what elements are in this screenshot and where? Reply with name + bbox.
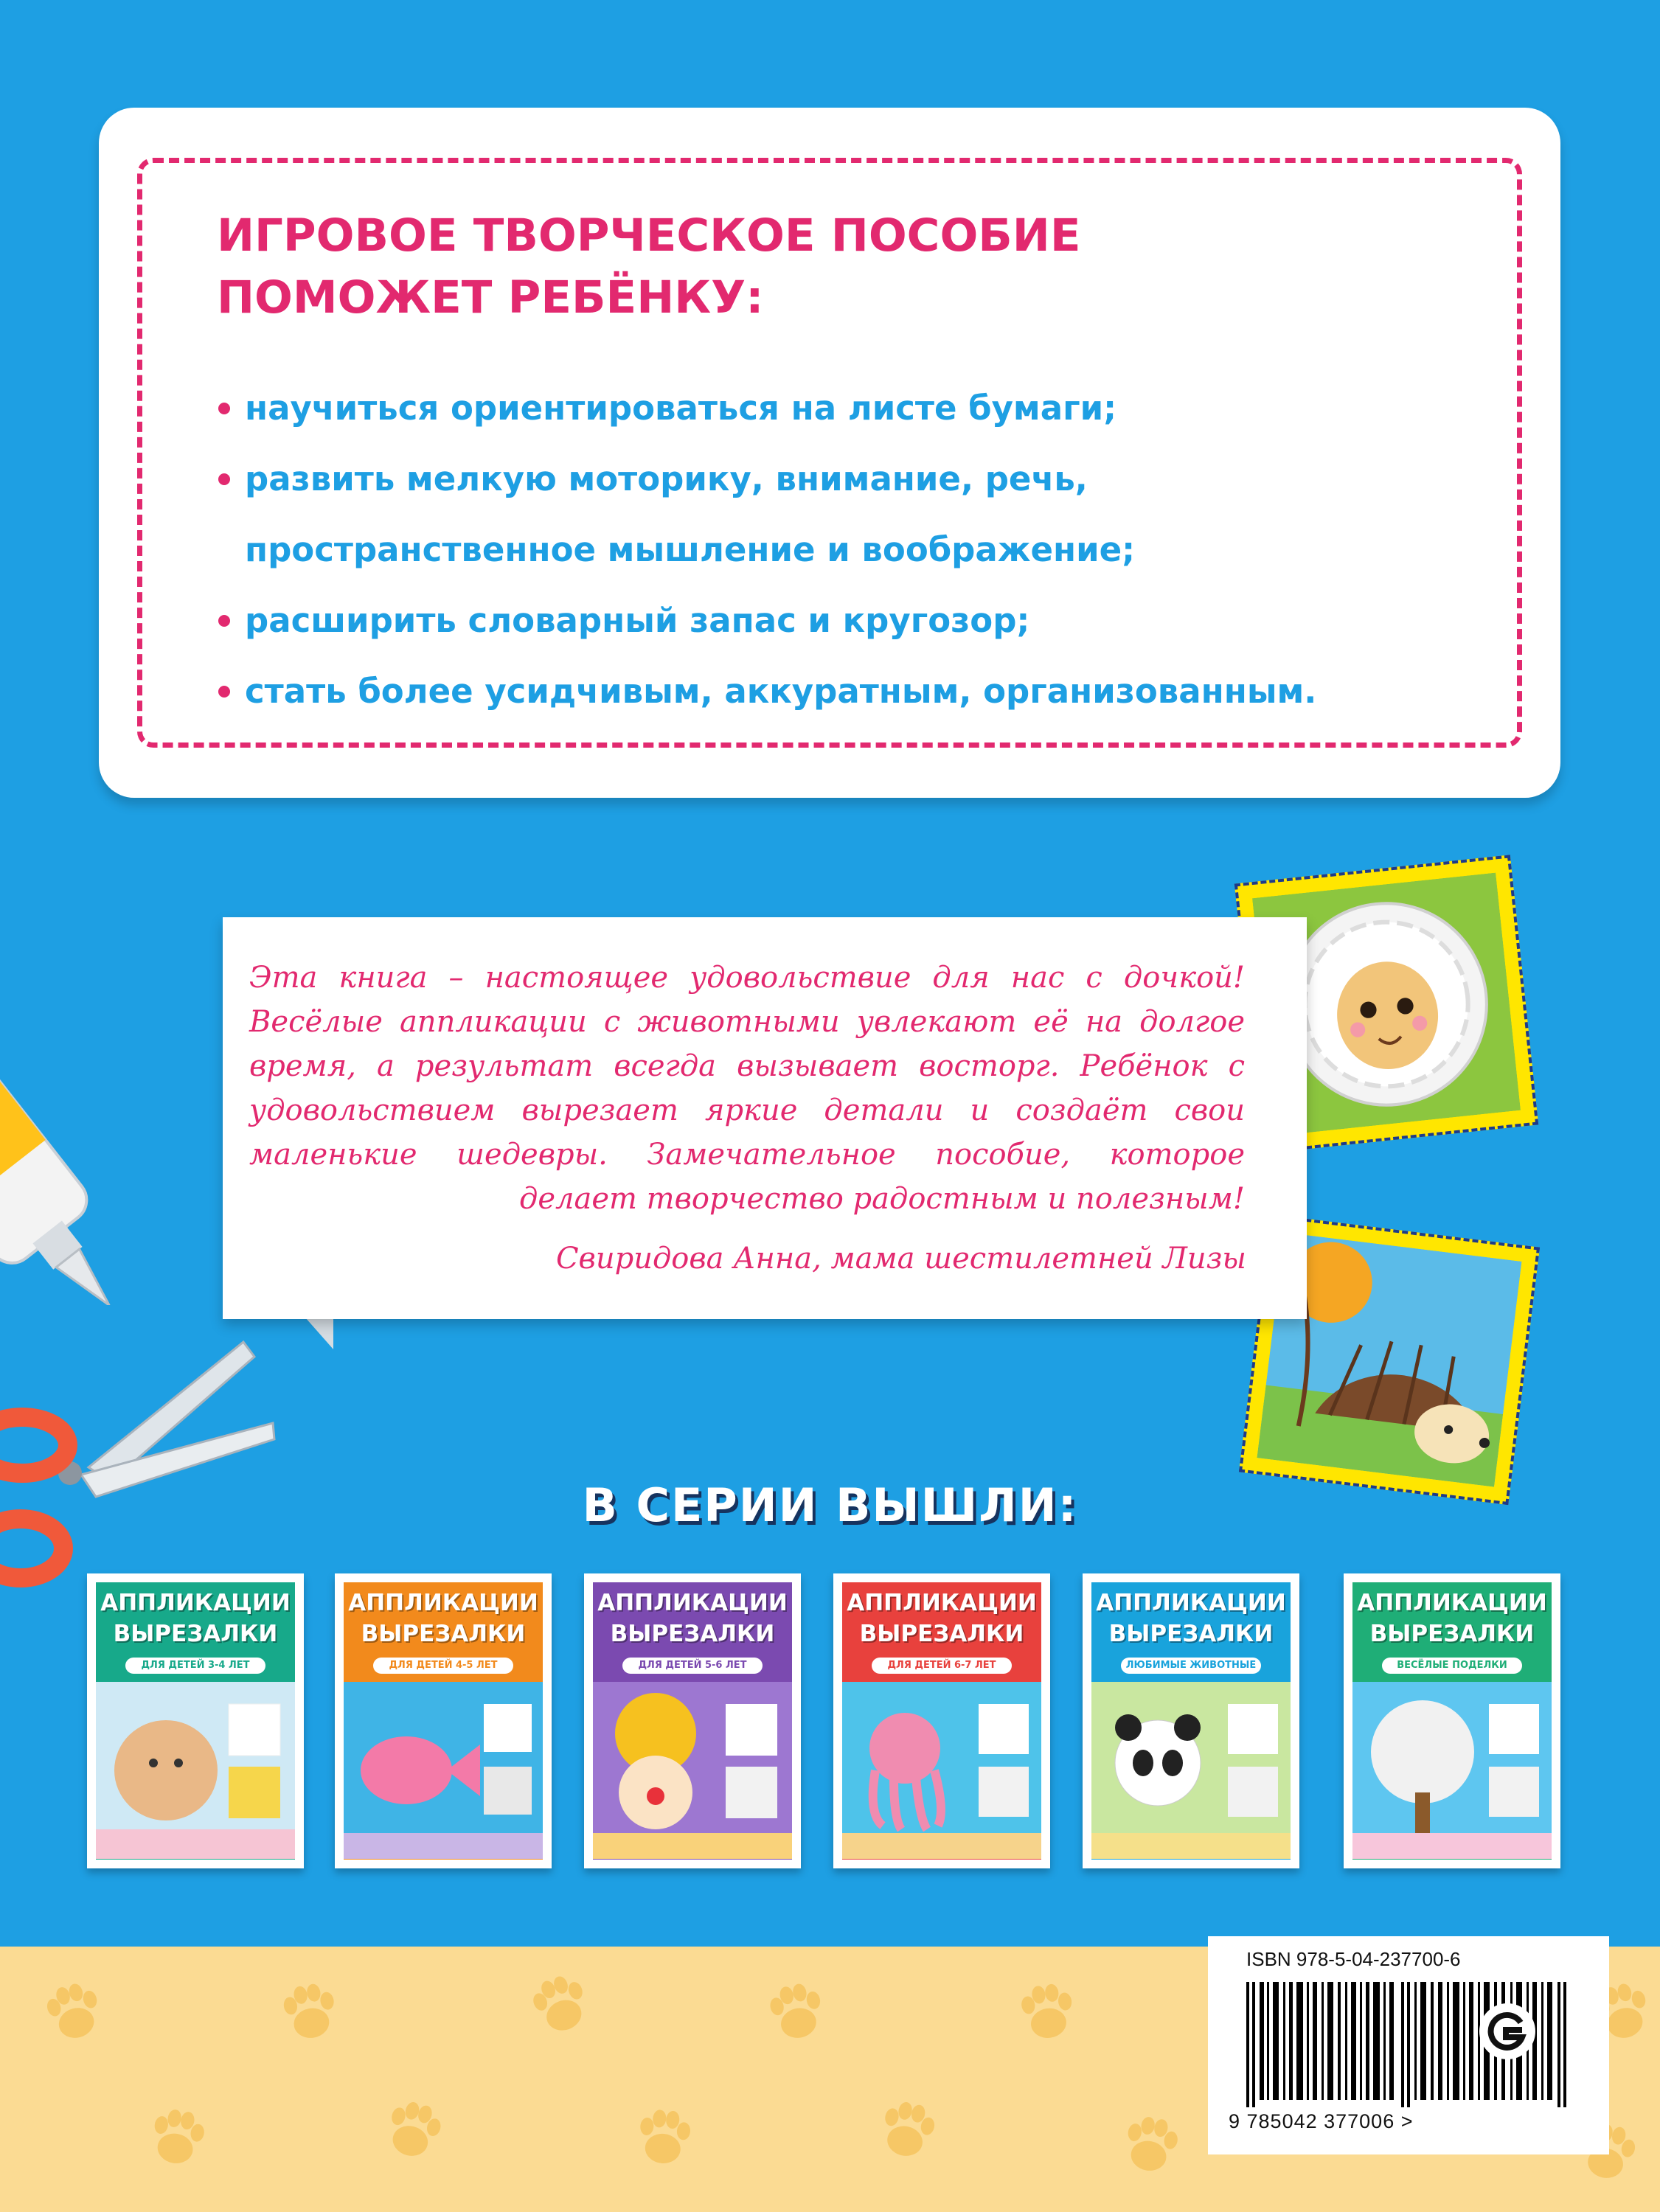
book-title-line-1: АППЛИКАЦИИ	[348, 1590, 538, 1616]
benefit-item: научиться ориентироваться на листе бумаги;	[217, 373, 1316, 444]
benefits-card	[99, 108, 1560, 798]
barcode-number: 9 785042 377006 >	[1229, 2110, 1414, 2132]
book-subtitle: ЛЮБИМЫЕ ЖИВОТНЫЕ	[1121, 1658, 1261, 1674]
book-title-line-2: ВЫРЕЗАЛКИ	[1108, 1621, 1274, 1647]
bullet-dot-icon	[218, 473, 230, 485]
book-title-line-1: АППЛИКАЦИИ	[847, 1590, 1037, 1616]
benefit-item: стать более усидчивым, аккуратным, организованным.	[217, 656, 1316, 727]
bullet-dot-icon	[218, 615, 230, 627]
book-subtitle: ДЛЯ ДЕТЕЙ 4-5 ЛЕТ	[373, 1658, 513, 1674]
series-book-4	[833, 1573, 1050, 1868]
cat-cover-icon	[96, 1682, 295, 1859]
benefit-item: расширить словарный запас и кругозор;	[217, 585, 1316, 656]
series-book-6	[1344, 1573, 1560, 1868]
isbn-label: ISBN 978-5-04-237700-6	[1246, 1948, 1461, 1970]
benefits-list	[217, 373, 1316, 727]
benefit-item: развить мелкую моторику, внимание, речь,	[217, 444, 1316, 515]
series-book-5	[1083, 1573, 1299, 1868]
book-title-line-1: АППЛИКАЦИИ	[100, 1590, 291, 1616]
heading-line-2: ПОМОЖЕТ РЕБЁНКУ:	[217, 271, 764, 324]
series-title: В СЕРИИ ВЫШЛИ:	[582, 1478, 1078, 1532]
review-text: Эта книга – настоящее удовольствие для нас с дочкой! Весёлые аппликации с животными увлекают её на долгое время, а результат всегда вызывает восторг. Ребёнок с удовольствием вырезает яркие детали и создаёт свои маленькие шедевры. Замечательное пособие, которое делает творчество радостным и полезным!	[249, 961, 1245, 1216]
fish-cover-icon	[344, 1682, 543, 1859]
book-title-line-2: ВЫРЕЗАЛКИ	[859, 1621, 1024, 1647]
series-book-1	[87, 1573, 304, 1868]
tree-cover-icon	[1352, 1682, 1552, 1859]
heading-line-1: ИГРОВОЕ ТВОРЧЕСКОЕ ПОСОБИЕ	[217, 209, 1081, 262]
book-subtitle: ДЛЯ ДЕТЕЙ 5-6 ЛЕТ	[622, 1658, 763, 1674]
book-title-line-2: ВЫРЕЗАЛКИ	[610, 1621, 775, 1647]
octopus-cover-icon	[842, 1682, 1041, 1859]
book-subtitle: ДЛЯ ДЕТЕЙ 3-4 ЛЕТ	[125, 1658, 265, 1674]
clown-cover-icon	[593, 1682, 792, 1859]
benefit-item-continuation: пространственное мышление и воображение;	[245, 530, 1136, 569]
book-title-line-2: ВЫРЕЗАЛКИ	[361, 1621, 526, 1647]
book-subtitle: ДЛЯ ДЕТЕЙ 6-7 ЛЕТ	[872, 1658, 1012, 1674]
book-title-line-1: АППЛИКАЦИИ	[1357, 1590, 1547, 1616]
book-subtitle: ВЕСЁЛЫЕ ПОДЕЛКИ	[1382, 1658, 1522, 1674]
bullet-dot-icon	[218, 686, 230, 698]
isbn-block	[1208, 1936, 1609, 2154]
book-title-line-1: АППЛИКАЦИИ	[597, 1590, 788, 1616]
series-book-3	[584, 1573, 801, 1868]
panda-cover-icon	[1091, 1682, 1291, 1859]
glue-bottle-illustration	[0, 966, 170, 1305]
book-title-line-1: АППЛИКАЦИИ	[1096, 1590, 1286, 1616]
benefits-heading	[217, 205, 1081, 329]
book-title-line-2: ВЫРЕЗАЛКИ	[113, 1621, 278, 1647]
book-title-line-2: ВЫРЕЗАЛКИ	[1369, 1621, 1535, 1647]
publisher-logo-icon	[1478, 2002, 1537, 2061]
review-author: Свиридова Анна, мама шестилетней Лизы	[555, 1242, 1246, 1276]
review-card	[223, 917, 1307, 1319]
bullet-dot-icon	[218, 403, 230, 414]
series-book-2	[335, 1573, 552, 1868]
